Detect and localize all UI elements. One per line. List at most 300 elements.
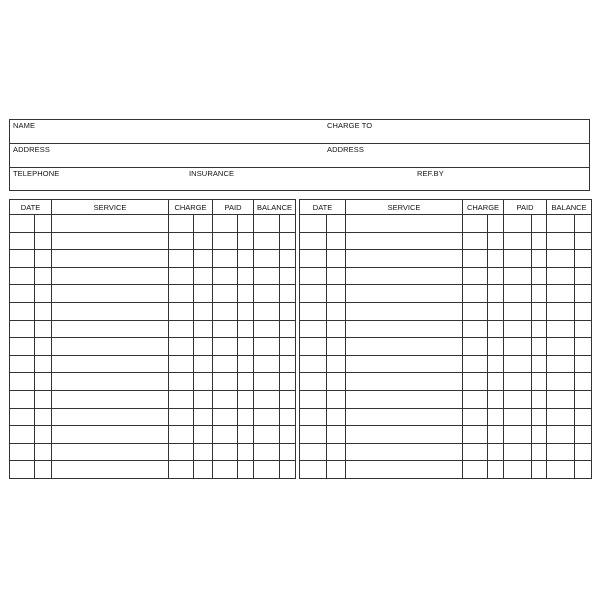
ledger-cell[interactable] <box>169 338 194 356</box>
ledger-cell[interactable] <box>238 338 254 356</box>
ledger-cell[interactable] <box>213 267 238 285</box>
ledger-cell[interactable] <box>575 250 592 268</box>
ledger-cell[interactable] <box>575 390 592 408</box>
ledger-cell[interactable] <box>10 373 35 391</box>
ledger-cell[interactable] <box>488 250 504 268</box>
ledger-cell[interactable] <box>327 320 346 338</box>
ledger-cell[interactable] <box>254 338 280 356</box>
ledger-cell[interactable] <box>213 302 238 320</box>
ledger-cell[interactable] <box>504 302 532 320</box>
ledger-cell[interactable] <box>300 338 327 356</box>
ledger-cell[interactable] <box>463 426 488 444</box>
ledger-cell[interactable] <box>504 267 532 285</box>
ledger-cell[interactable] <box>169 426 194 444</box>
ledger-cell[interactable] <box>463 408 488 426</box>
ledger-row <box>10 320 296 338</box>
ledger-row <box>300 320 592 338</box>
ledger-cell[interactable] <box>280 320 296 338</box>
ledger-cell[interactable] <box>10 426 35 444</box>
ledger-cell[interactable] <box>52 302 169 320</box>
ledger-cell[interactable] <box>280 285 296 303</box>
ledger-cell[interactable] <box>280 461 296 479</box>
ledger-cell[interactable] <box>169 443 194 461</box>
ledger-cell[interactable] <box>327 338 346 356</box>
ledger-cell[interactable] <box>213 250 238 268</box>
ledger-cell[interactable] <box>532 408 547 426</box>
ledger-cell[interactable] <box>194 408 213 426</box>
ledger-cell[interactable] <box>52 373 169 391</box>
ledger-cell[interactable] <box>504 250 532 268</box>
ledger-cell[interactable] <box>35 320 52 338</box>
ledger-cell[interactable] <box>327 250 346 268</box>
ledger-cell[interactable] <box>52 320 169 338</box>
ledger-cell[interactable] <box>300 390 327 408</box>
charge-header: CHARGE <box>169 200 213 215</box>
ledger-cell[interactable] <box>504 461 532 479</box>
ledger-cell[interactable] <box>169 355 194 373</box>
ledger-row <box>10 232 296 250</box>
ledger-row <box>300 355 592 373</box>
ledger-cell[interactable] <box>194 426 213 444</box>
ledger-cell[interactable] <box>547 232 575 250</box>
service-header: SERVICE <box>346 200 463 215</box>
ledger-cell[interactable] <box>488 320 504 338</box>
ledger-cell[interactable] <box>254 320 280 338</box>
ledger-cell[interactable] <box>504 408 532 426</box>
ledger-cell[interactable] <box>504 373 532 391</box>
ledger-row <box>300 215 592 233</box>
ledger-cell[interactable] <box>504 443 532 461</box>
ledger-cell[interactable] <box>532 320 547 338</box>
ledger-row <box>300 250 592 268</box>
ledger-cell[interactable] <box>194 215 213 233</box>
ledger-row <box>10 408 296 426</box>
ledger-row <box>300 426 592 444</box>
ledger-cell[interactable] <box>488 285 504 303</box>
ledger-cell[interactable] <box>575 215 592 233</box>
ledger-cell[interactable] <box>35 232 52 250</box>
ledger-row <box>10 426 296 444</box>
ledger-cell[interactable] <box>488 426 504 444</box>
ledger-cell[interactable] <box>254 390 280 408</box>
ledger-cell[interactable] <box>300 267 327 285</box>
ledger-cell[interactable] <box>280 232 296 250</box>
ledger-cell[interactable] <box>346 232 463 250</box>
ledger-cell[interactable] <box>280 355 296 373</box>
ledger-cell[interactable] <box>52 250 169 268</box>
ledger-cell[interactable] <box>327 302 346 320</box>
ledger-cell[interactable] <box>300 232 327 250</box>
ledger-cell[interactable] <box>300 373 327 391</box>
ledger-cell[interactable] <box>300 443 327 461</box>
ledger-cell[interactable] <box>169 232 194 250</box>
ledger-cell[interactable] <box>280 250 296 268</box>
telephone-label: TELEPHONE <box>13 169 60 178</box>
ledger-cell[interactable] <box>254 426 280 444</box>
ledger-cell[interactable] <box>504 285 532 303</box>
ledger-cell[interactable] <box>463 373 488 391</box>
ledger-cell[interactable] <box>463 285 488 303</box>
ledger-cell[interactable] <box>463 390 488 408</box>
ledger-cell[interactable] <box>346 355 463 373</box>
ledger-cell[interactable] <box>488 338 504 356</box>
ledger-cell[interactable] <box>169 285 194 303</box>
ledger-cell[interactable] <box>35 215 52 233</box>
ledger-cell[interactable] <box>254 302 280 320</box>
ledger-cell[interactable] <box>10 267 35 285</box>
ledger-cell[interactable] <box>547 215 575 233</box>
ledger-cell[interactable] <box>504 320 532 338</box>
ledger-cell[interactable] <box>300 250 327 268</box>
ledger-cell[interactable] <box>52 426 169 444</box>
ledger-cell[interactable] <box>35 285 52 303</box>
ledger-cell[interactable] <box>532 426 547 444</box>
ledger-cell[interactable] <box>238 250 254 268</box>
ledger-cell[interactable] <box>346 443 463 461</box>
ledger-cell[interactable] <box>327 285 346 303</box>
ledger-cell[interactable] <box>327 373 346 391</box>
ledger-row <box>300 267 592 285</box>
ledger-cell[interactable] <box>35 426 52 444</box>
ledger-cell[interactable] <box>575 320 592 338</box>
ledger-cell[interactable] <box>346 267 463 285</box>
ledger-cell[interactable] <box>547 302 575 320</box>
ledger-cell[interactable] <box>35 443 52 461</box>
ledger-cell[interactable] <box>169 302 194 320</box>
ledger-cell[interactable] <box>300 408 327 426</box>
ledger-cell[interactable] <box>346 250 463 268</box>
ledger-cell[interactable] <box>169 408 194 426</box>
ledger-cell[interactable] <box>488 355 504 373</box>
ledger-cell[interactable] <box>532 302 547 320</box>
ledger-cell[interactable] <box>327 461 346 479</box>
ledger-cell[interactable] <box>327 232 346 250</box>
ledger-cell[interactable] <box>547 338 575 356</box>
ledger-cell[interactable] <box>52 390 169 408</box>
ledger-row <box>300 408 592 426</box>
ledger-cell[interactable] <box>10 443 35 461</box>
ledger-cell[interactable] <box>194 250 213 268</box>
ledger-cell[interactable] <box>280 302 296 320</box>
ledger-cell[interactable] <box>327 215 346 233</box>
ledger-cell[interactable] <box>346 426 463 444</box>
ledger-cell[interactable] <box>35 408 52 426</box>
ledger-cell[interactable] <box>10 250 35 268</box>
ledger-cell[interactable] <box>346 338 463 356</box>
ledger-cell[interactable] <box>547 426 575 444</box>
ledger-cell[interactable] <box>575 443 592 461</box>
ledger-cell[interactable] <box>532 250 547 268</box>
ledger-cell[interactable] <box>280 408 296 426</box>
ledger-cell[interactable] <box>575 302 592 320</box>
ledger-cell[interactable] <box>327 443 346 461</box>
ledger-cell[interactable] <box>213 355 238 373</box>
ledger-cell[interactable] <box>532 355 547 373</box>
ledger-cell[interactable] <box>254 267 280 285</box>
ledger-cell[interactable] <box>346 408 463 426</box>
ledger-cell[interactable] <box>463 267 488 285</box>
ledger-cell[interactable] <box>238 461 254 479</box>
ledger-cell[interactable] <box>52 215 169 233</box>
ledger-cell[interactable] <box>213 320 238 338</box>
ledger-cell[interactable] <box>194 390 213 408</box>
ledger-cell[interactable] <box>213 285 238 303</box>
ledger-cell[interactable] <box>504 232 532 250</box>
ledger-cell[interactable] <box>194 355 213 373</box>
ledger-cell[interactable] <box>532 232 547 250</box>
ledger-cell[interactable] <box>300 426 327 444</box>
ledger-cell[interactable] <box>35 267 52 285</box>
ledger-cell[interactable] <box>280 215 296 233</box>
ledger-cell[interactable] <box>280 338 296 356</box>
ledger-cell[interactable] <box>238 320 254 338</box>
ledger-cell[interactable] <box>504 215 532 233</box>
ledger-cell[interactable] <box>194 302 213 320</box>
ledger-cell[interactable] <box>238 408 254 426</box>
ledger-cell[interactable] <box>575 373 592 391</box>
ledger-cell[interactable] <box>35 355 52 373</box>
ledger-cell[interactable] <box>532 373 547 391</box>
ledger-cell[interactable] <box>52 355 169 373</box>
ledger-cell[interactable] <box>213 426 238 444</box>
ledger-cell[interactable] <box>213 232 238 250</box>
ledger-cell[interactable] <box>463 355 488 373</box>
ledger-cell[interactable] <box>10 355 35 373</box>
ledger-cell[interactable] <box>463 232 488 250</box>
ledger-cell[interactable] <box>194 320 213 338</box>
paid-header: PAID <box>213 200 254 215</box>
ledger-cell[interactable] <box>547 250 575 268</box>
ledger-cell[interactable] <box>547 267 575 285</box>
ledger-cell[interactable] <box>280 390 296 408</box>
ledger-cell[interactable] <box>346 390 463 408</box>
ledger-cell[interactable] <box>463 338 488 356</box>
ledger-cell[interactable] <box>346 373 463 391</box>
account-header <box>9 119 590 191</box>
ledger-row <box>300 461 592 479</box>
ledger-cell[interactable] <box>52 408 169 426</box>
ledger-cell[interactable] <box>327 355 346 373</box>
ledger-cell[interactable] <box>238 355 254 373</box>
ledger-cell[interactable] <box>327 426 346 444</box>
ledger-cell[interactable] <box>463 461 488 479</box>
ledger-cell[interactable] <box>254 232 280 250</box>
ledger-cell[interactable] <box>547 443 575 461</box>
ledger-cell[interactable] <box>254 285 280 303</box>
header-row-telephone <box>10 168 589 192</box>
ledger-cell[interactable] <box>35 250 52 268</box>
ledger-cell[interactable] <box>346 320 463 338</box>
ledger-cell[interactable] <box>547 461 575 479</box>
ledger-cell[interactable] <box>547 320 575 338</box>
ledger-cell[interactable] <box>547 373 575 391</box>
ledger-cell[interactable] <box>532 390 547 408</box>
ledger-cell[interactable] <box>300 355 327 373</box>
ledger-cell[interactable] <box>238 443 254 461</box>
ledger-cell[interactable] <box>10 232 35 250</box>
ledger-cell[interactable] <box>463 215 488 233</box>
ledger-cell[interactable] <box>254 355 280 373</box>
ledger-cell[interactable] <box>52 461 169 479</box>
ledger-cell[interactable] <box>10 461 35 479</box>
ledger-cell[interactable] <box>194 232 213 250</box>
ledger-cell[interactable] <box>10 338 35 356</box>
ledger-cell[interactable] <box>575 355 592 373</box>
ledger-cell[interactable] <box>488 267 504 285</box>
ledger-cell[interactable] <box>254 461 280 479</box>
ledger-cell[interactable] <box>488 443 504 461</box>
ledger-cell[interactable] <box>532 443 547 461</box>
ledger-cell[interactable] <box>238 302 254 320</box>
ledger-cell[interactable] <box>213 461 238 479</box>
ledger-cell[interactable] <box>194 373 213 391</box>
ledger-cell[interactable] <box>532 285 547 303</box>
ledger-cell[interactable] <box>213 443 238 461</box>
ledger-cell[interactable] <box>194 285 213 303</box>
ledger-cell[interactable] <box>213 215 238 233</box>
ledger-cell[interactable] <box>169 250 194 268</box>
ledger-cell[interactable] <box>300 320 327 338</box>
ledger-cell[interactable] <box>280 443 296 461</box>
ledger-cell[interactable] <box>300 461 327 479</box>
ledger-cell[interactable] <box>238 390 254 408</box>
ledger-cell[interactable] <box>194 461 213 479</box>
service-header: SERVICE <box>52 200 169 215</box>
ledger-cell[interactable] <box>10 285 35 303</box>
ledger-row <box>300 390 592 408</box>
ledger-cell[interactable] <box>238 373 254 391</box>
ledger-row <box>300 285 592 303</box>
ledger-cell[interactable] <box>10 390 35 408</box>
ledger-cell[interactable] <box>35 461 52 479</box>
ledger-cell[interactable] <box>463 250 488 268</box>
ledger-cell[interactable] <box>463 320 488 338</box>
ledger-cell[interactable] <box>575 232 592 250</box>
ledger-cell[interactable] <box>169 267 194 285</box>
ledger-row <box>10 443 296 461</box>
ledger-cell[interactable] <box>504 390 532 408</box>
ledger-cell[interactable] <box>488 461 504 479</box>
ledger-cell[interactable] <box>254 373 280 391</box>
balance-header: BALANCE <box>254 200 296 215</box>
ledger-row <box>10 355 296 373</box>
ledger-cell[interactable] <box>194 267 213 285</box>
ledger-row <box>10 285 296 303</box>
ledger-cell[interactable] <box>35 302 52 320</box>
ledger-cell[interactable] <box>254 250 280 268</box>
ledger-cell[interactable] <box>169 320 194 338</box>
ledger-cell[interactable] <box>280 426 296 444</box>
ledger-cell[interactable] <box>52 443 169 461</box>
ledger-cell[interactable] <box>169 373 194 391</box>
ledger-cell[interactable] <box>10 408 35 426</box>
ledger-cell[interactable] <box>346 285 463 303</box>
ledger-cell[interactable] <box>213 390 238 408</box>
ledger-cell[interactable] <box>10 320 35 338</box>
ledger-cell[interactable] <box>547 408 575 426</box>
ledger-cell[interactable] <box>327 267 346 285</box>
ledger-cell[interactable] <box>547 285 575 303</box>
ledger-cell[interactable] <box>488 408 504 426</box>
ledger-cell[interactable] <box>254 443 280 461</box>
ledger-cell[interactable] <box>213 338 238 356</box>
ledger-cell[interactable] <box>254 408 280 426</box>
ledger-cell[interactable] <box>547 355 575 373</box>
ledger-cell[interactable] <box>575 338 592 356</box>
ledger-cell[interactable] <box>327 408 346 426</box>
ledger-cell[interactable] <box>194 338 213 356</box>
ledger-cell[interactable] <box>10 302 35 320</box>
ledger-cell[interactable] <box>575 408 592 426</box>
ledger-cell[interactable] <box>238 267 254 285</box>
ledger-cell[interactable] <box>488 373 504 391</box>
ledger-cell[interactable] <box>504 426 532 444</box>
ledger-cell[interactable] <box>52 232 169 250</box>
ledger-cell[interactable] <box>300 302 327 320</box>
ledger-cell[interactable] <box>532 338 547 356</box>
ledger-cell[interactable] <box>169 461 194 479</box>
ledger-cell[interactable] <box>488 215 504 233</box>
ledger-cell[interactable] <box>575 426 592 444</box>
ledger-cell[interactable] <box>575 461 592 479</box>
ledger-cell[interactable] <box>213 408 238 426</box>
ledger-cell[interactable] <box>532 215 547 233</box>
ledger-cell[interactable] <box>504 355 532 373</box>
ledger-cell[interactable] <box>504 338 532 356</box>
ledger-cell[interactable] <box>10 215 35 233</box>
ledger-cell[interactable] <box>254 215 280 233</box>
ledger-cell[interactable] <box>169 390 194 408</box>
ledger-cell[interactable] <box>532 267 547 285</box>
ledger-cell[interactable] <box>300 215 327 233</box>
ledger-cell[interactable] <box>213 373 238 391</box>
ledger-cell[interactable] <box>547 390 575 408</box>
ledger-cell[interactable] <box>52 267 169 285</box>
ledger-cell[interactable] <box>463 302 488 320</box>
ledger-cell[interactable] <box>52 285 169 303</box>
charge-to-address-label: ADDRESS <box>327 145 364 154</box>
ledger-cell[interactable] <box>488 390 504 408</box>
ledger-cell[interactable] <box>194 443 213 461</box>
ledger-cell[interactable] <box>532 461 547 479</box>
ledger-row <box>10 302 296 320</box>
ledger-cell[interactable] <box>488 232 504 250</box>
ledger-cell[interactable] <box>238 426 254 444</box>
ledger-row <box>300 338 592 356</box>
ledger-cell[interactable] <box>35 373 52 391</box>
ledger-cell[interactable] <box>238 232 254 250</box>
ledger-cell[interactable] <box>52 338 169 356</box>
ledger-cell[interactable] <box>300 285 327 303</box>
ledger-row <box>300 443 592 461</box>
ledger-header-row <box>300 200 592 215</box>
ledger-cell[interactable] <box>169 215 194 233</box>
ledger-cell[interactable] <box>280 373 296 391</box>
ledger-cell[interactable] <box>346 461 463 479</box>
ledger-cell[interactable] <box>238 215 254 233</box>
ledger-cell[interactable] <box>488 302 504 320</box>
ledger-cell[interactable] <box>238 285 254 303</box>
ledger-cell[interactable] <box>575 267 592 285</box>
ledger-cell[interactable] <box>346 302 463 320</box>
ledger-cell[interactable] <box>280 267 296 285</box>
ledger-cell[interactable] <box>327 390 346 408</box>
ledger-cell[interactable] <box>346 215 463 233</box>
ledger-cell[interactable] <box>575 285 592 303</box>
ledger-cell[interactable] <box>35 390 52 408</box>
ledger-cell[interactable] <box>463 443 488 461</box>
ledger-cell[interactable] <box>35 338 52 356</box>
